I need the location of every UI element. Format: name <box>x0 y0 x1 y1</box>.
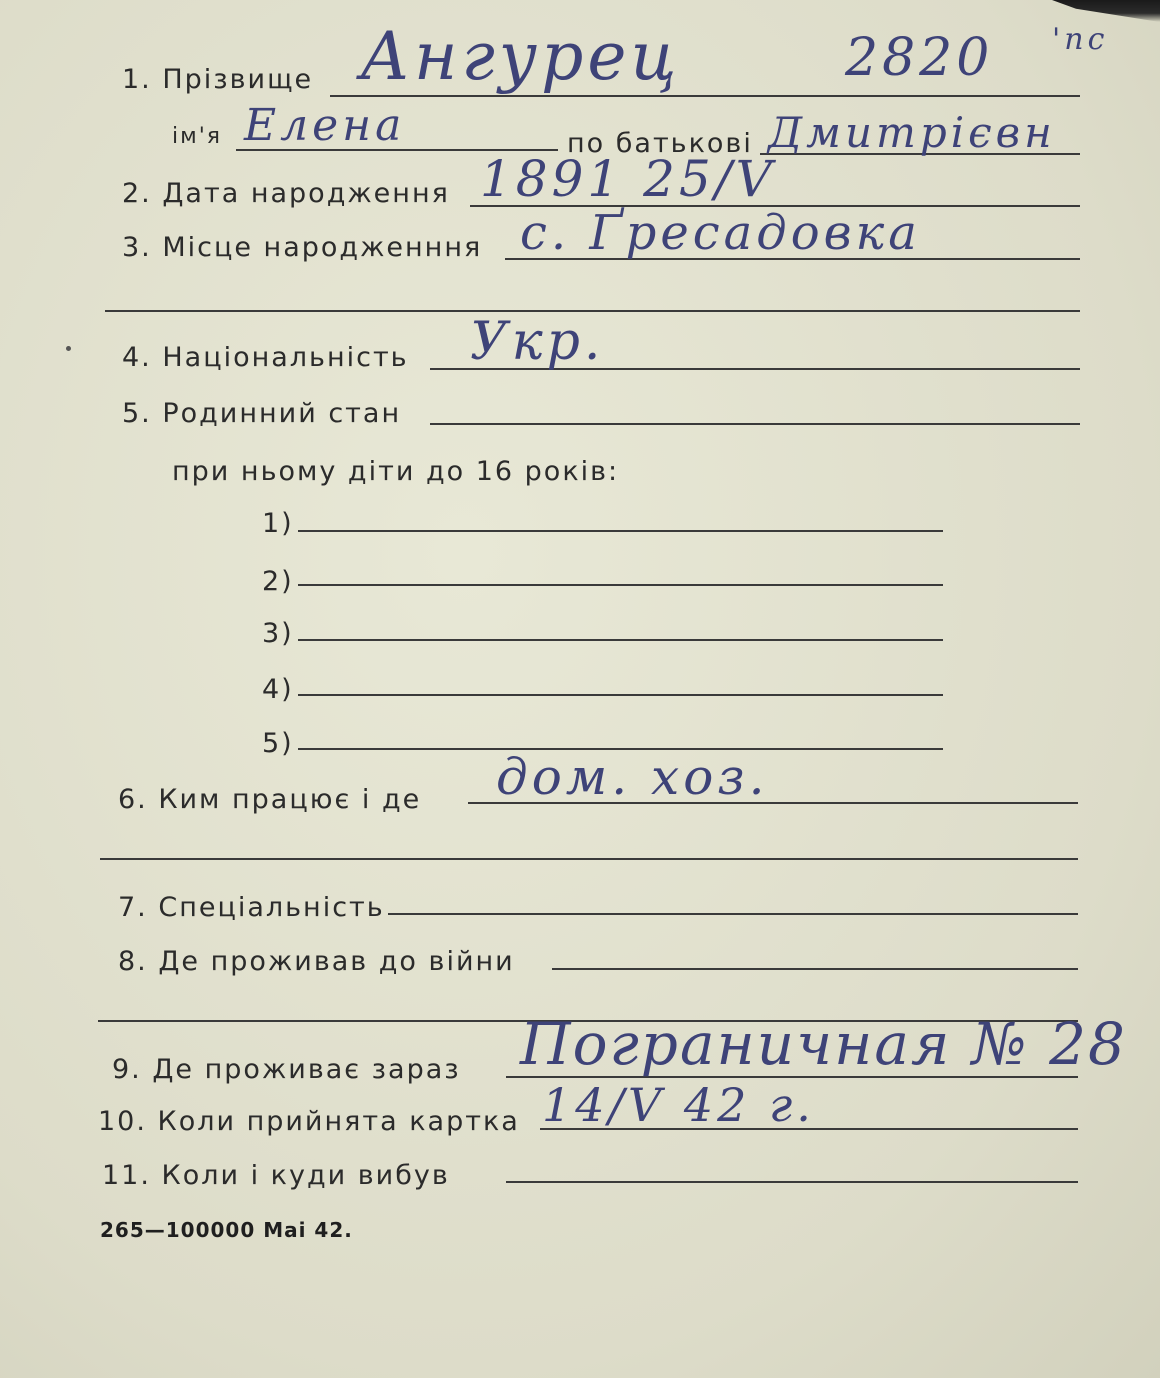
first-name-label: ім'я <box>172 124 222 149</box>
corner-mark: 'пс <box>1052 22 1109 57</box>
departure-label: 11. Коли і куди вибув <box>102 1160 450 1191</box>
child-3-line <box>298 639 943 641</box>
children-label: при ньому діти до 16 років: <box>172 456 620 487</box>
nationality-label: 4. Національність <box>122 342 409 373</box>
child-1-label: 1) <box>262 508 294 539</box>
marital-status-line <box>430 423 1080 425</box>
departure-line <box>506 1181 1078 1183</box>
birth-date-value: 1891 25/V <box>480 150 776 208</box>
first-name-value: Елена <box>244 100 406 151</box>
child-4-label: 4) <box>262 674 294 705</box>
specialty-label: 7. Спеціальність <box>118 892 385 923</box>
child-1-line <box>298 530 943 532</box>
birth-place-label: 3. Місце народженння <box>122 232 483 263</box>
marital-status-label: 5. Родинний стан <box>122 398 402 429</box>
surname-label: 1. Прізвище <box>122 64 314 95</box>
child-2-label: 2) <box>262 566 294 597</box>
current-residence-label: 9. Де проживає зараз <box>112 1054 461 1085</box>
torn-corner <box>1040 0 1160 22</box>
child-5-label: 5) <box>262 728 294 759</box>
patronymic-value: Дмитрієвн <box>768 108 1056 157</box>
occupation-line-2 <box>100 858 1078 860</box>
occupation-value: дом. хоз. <box>496 748 769 806</box>
birth-place-value: с. Ґресадовка <box>520 205 921 261</box>
birth-date-label: 2. Дата народження <box>122 178 450 209</box>
specialty-line <box>388 913 1078 915</box>
print-code: 265—100000 Mai 42. <box>100 1218 353 1242</box>
patronymic-label: по батькові <box>567 128 753 159</box>
surname-value: Ангурец <box>360 18 681 95</box>
prewar-residence-line <box>552 968 1078 970</box>
surname-line <box>330 95 1080 97</box>
prewar-residence-label: 8. Де проживав до війни <box>118 946 515 977</box>
ink-speck <box>66 346 71 351</box>
current-residence-value: Пограничная № 28 <box>520 1010 1127 1078</box>
child-3-label: 3) <box>262 618 294 649</box>
nationality-value: Укр. <box>470 312 605 372</box>
card-accepted-label: 10. Коли прийнята картка <box>98 1106 520 1137</box>
child-4-line <box>298 694 943 696</box>
child-2-line <box>298 584 943 586</box>
card-number: 2820 <box>845 28 994 88</box>
occupation-label: 6. Ким працює і де <box>118 784 422 815</box>
card-accepted-value: 14/V 42 г. <box>542 1078 815 1132</box>
